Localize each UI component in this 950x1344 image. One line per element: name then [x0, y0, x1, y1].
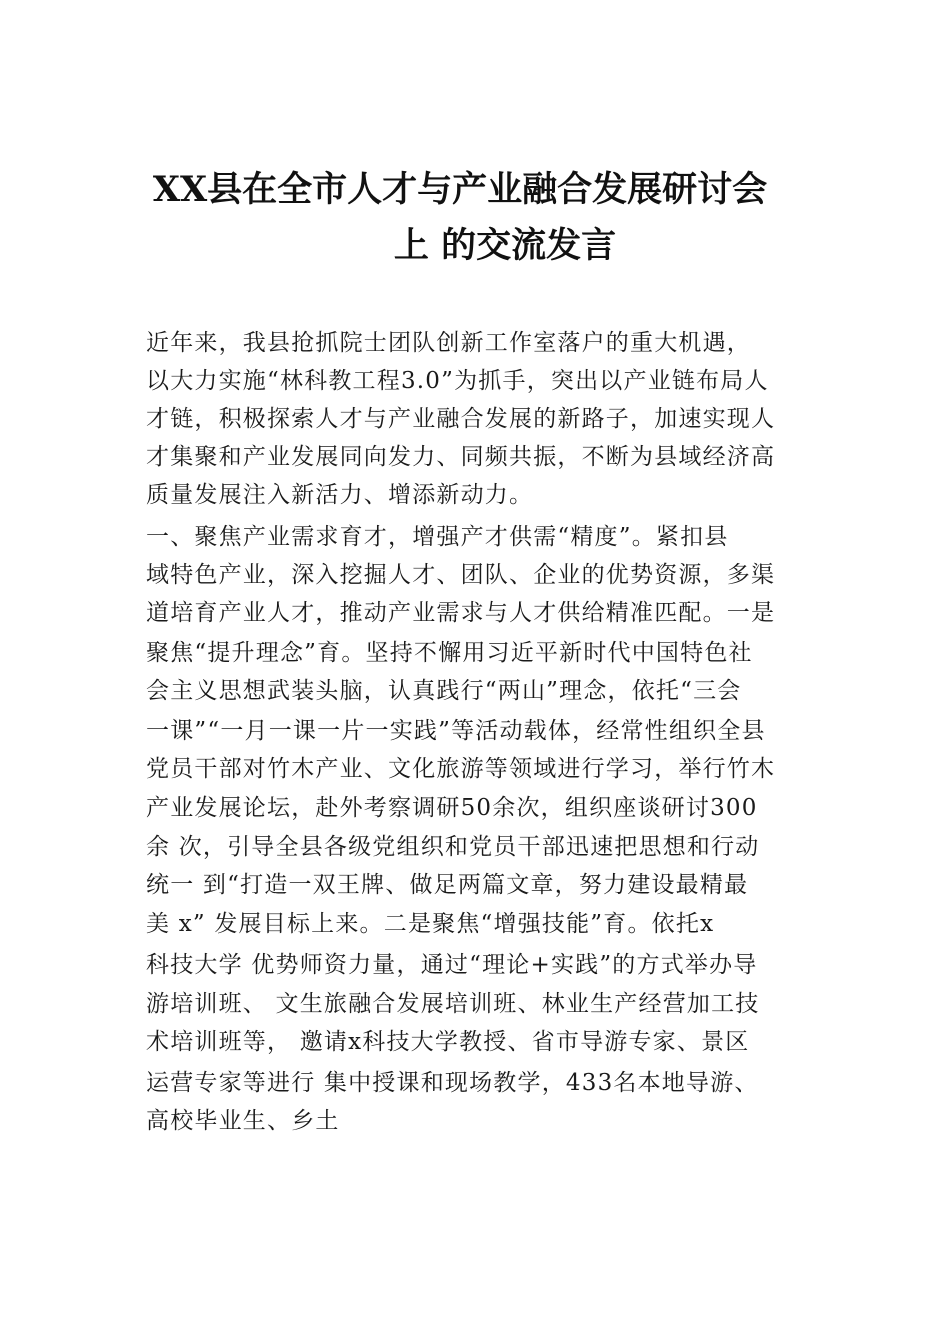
body-text-line: 运营专家等进行 集中授课和现场教学，433名本地导游、 — [146, 1070, 759, 1096]
body-text-line: 道培育产业人才，推动产业需求与人才供给精准匹配。一是 — [146, 600, 776, 626]
body-text-line: 党员干部对竹木产业、文化旅游等领域进行学习，举行竹木 — [146, 756, 776, 782]
body-text-line: 科技大学 优势师资力量，通过“理论+实践”的方式举办导 — [146, 952, 758, 978]
body-text-line: 一、聚焦产业需求育才，增强产才供需“精度”。紧扣县 — [146, 524, 729, 550]
body-text-line: 高校毕业生、乡土 — [146, 1108, 340, 1134]
body-text-line: 域特色产业，深入挖掘人才、团队、企业的优势资源，多渠 — [146, 562, 776, 588]
document-title-line-1: XX县在全市人才与产业融合发展研讨会 — [152, 169, 768, 210]
body-text-line: 才集聚和产业发展同向发力、同频共振，不断为县域经济高 — [146, 444, 776, 470]
body-text-line: 聚焦“提升理念”育。坚持不懈用习近平新时代中国特色社 — [146, 640, 753, 666]
body-text-line: 质量发展注入新活力、增添新动力。 — [146, 482, 534, 508]
body-text-line: 术培训班等， 邀请x科技大学教授、省市导游专家、景区 — [146, 1029, 750, 1055]
body-text-line: 统一 到“打造一双王牌、做足两篇文章，努力建设最精最 — [146, 872, 749, 898]
body-text-line: 会主义思想武装头脑，认真践行“两山”理念，依托“三会 — [146, 678, 742, 704]
body-text-line: 才链，积极探索人才与产业融合发展的新路子，加速实现人 — [146, 406, 776, 432]
body-text-line: 以大力实施“林科教工程3.0”为抓手，突出以产业链布局人 — [146, 368, 769, 394]
body-text-line: 产业发展论坛，赴外考察调研50余次，组织座谈研讨300 — [146, 795, 758, 821]
body-text-line: 近年来，我县抢抓院士团队创新工作室落户的重大机遇， — [146, 330, 751, 356]
body-text-line: 美 x” 发展目标上来。二是聚焦“增强技能”育。依托x — [146, 911, 715, 937]
document-title-line-2: 上 的交流发言 — [393, 225, 617, 266]
body-text-line: 余 次，引导全县各级党组织和党员干部迅速把思想和行动 — [146, 834, 760, 860]
body-text-line: 一课”“一月一课一片一实践”等活动载体，经常性组织全县 — [146, 718, 766, 744]
body-text-line: 游培训班、 文生旅融合发展培训班、林业生产经营加工技 — [146, 991, 760, 1017]
